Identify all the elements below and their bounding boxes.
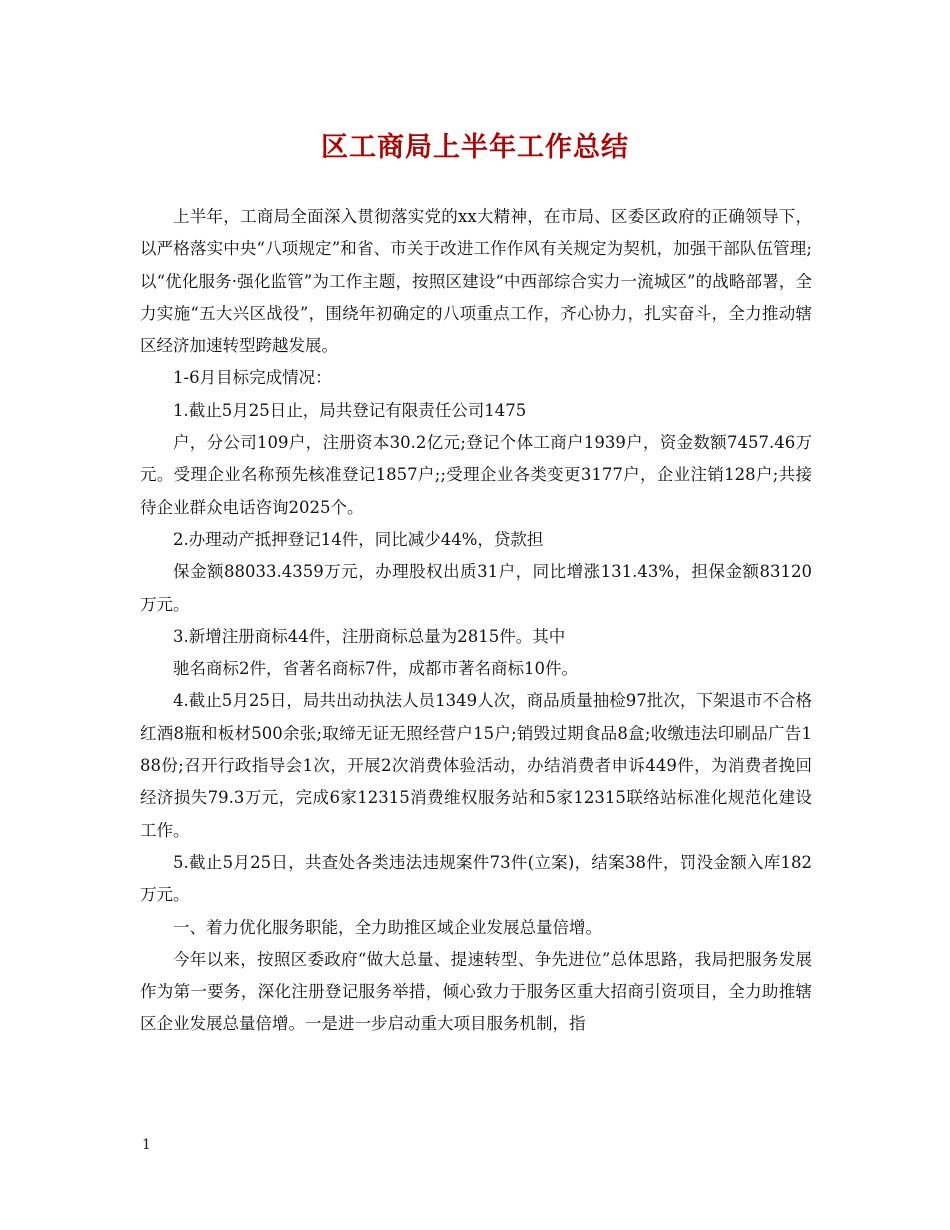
paragraph-item-2-cont: 保金额88033.4359万元，办理股权出质31户，同比增涨131.43%，担保金额83120万元。 (140, 562, 812, 614)
section-heading-1: 一、着力优化服务职能，全力助推区域企业发展总量倍增。 (173, 917, 602, 937)
paragraph-section-1-body: 今年以来，按照区委政府“做大总量、提速转型、争先进位”总体思路，我局把服务发展作为第一要务，深化注册登记服务举措，倾心致力于服务区重大招商引资项目，全力助推辖区企业发展总量倍增。一是进一步启动重大项目服务机制，指 (140, 949, 812, 1034)
page-number: 1 (142, 1137, 151, 1153)
paragraph-intro: 上半年，工商局全面深入贯彻落实党的xx大精神，在市局、区委区政府的正确领导下，以严格落实中央“八项规定”和省、市关于改进工作作风有关规定为契机，加强干部队伍管理;以“优化服务·强化监管”为工作主题，按照区建设“中西部综合实力一流城区”的战略部署，全力实施“五大兴区战役”，围绕年初确定的八项重点工作，齐心协力，扎实奋斗，全力推动辖区经济加速转型跨越发展。 (140, 207, 812, 356)
paragraph-item-5: 5.截止5月25日，共查处各类违法违规案件73件(立案)，结案38件，罚没金额入库182万元。 (140, 852, 812, 905)
document-body (140, 201, 812, 1041)
paragraph-item-2-start: 2.办理动产抵押登记14件，同比减少44%，贷款担 (173, 529, 544, 549)
paragraph-item-1-start: 1.截止5月25日止，局共登记有限责任公司1475 (173, 400, 527, 420)
paragraph-targets-heading: 1-6月目标完成情况： (173, 368, 332, 388)
document-title: 区工商局上半年工作总结 (321, 132, 629, 163)
paragraph-item-1-cont: 户，分公司109户，注册资本30.2亿元;登记个体工商户1939户，资金数额7457.46万元。受理企业名称预先核准登记1857户;;受理企业各类变更3177户，企业注销128户;共接待企业群众电话咨询2025个。 (140, 433, 812, 517)
paragraph-item-4: 4.截止5月25日，局共出动执法人员1349人次，商品质量抽检97批次，下架退市不合格红酒8瓶和板材500余张;取缔无证无照经营户15户;销毁过期食品8盒;收缴违法印刷品广告188份;召开行政指导会1次，开展2次消费体验活动，办结消费者申诉449件，为消费者挽回经济损失79.3万元，完成6家12315消费维权服务站和5家12315联络站标准化规范化建设工作。 (140, 691, 812, 840)
paragraph-item-3-start: 3.新增注册商标44件，注册商标总量为2815件。其中 (173, 626, 566, 646)
paragraph-item-3-cont: 驰名商标2件，省著名商标7件，成都市著名商标10件。 (173, 659, 578, 679)
